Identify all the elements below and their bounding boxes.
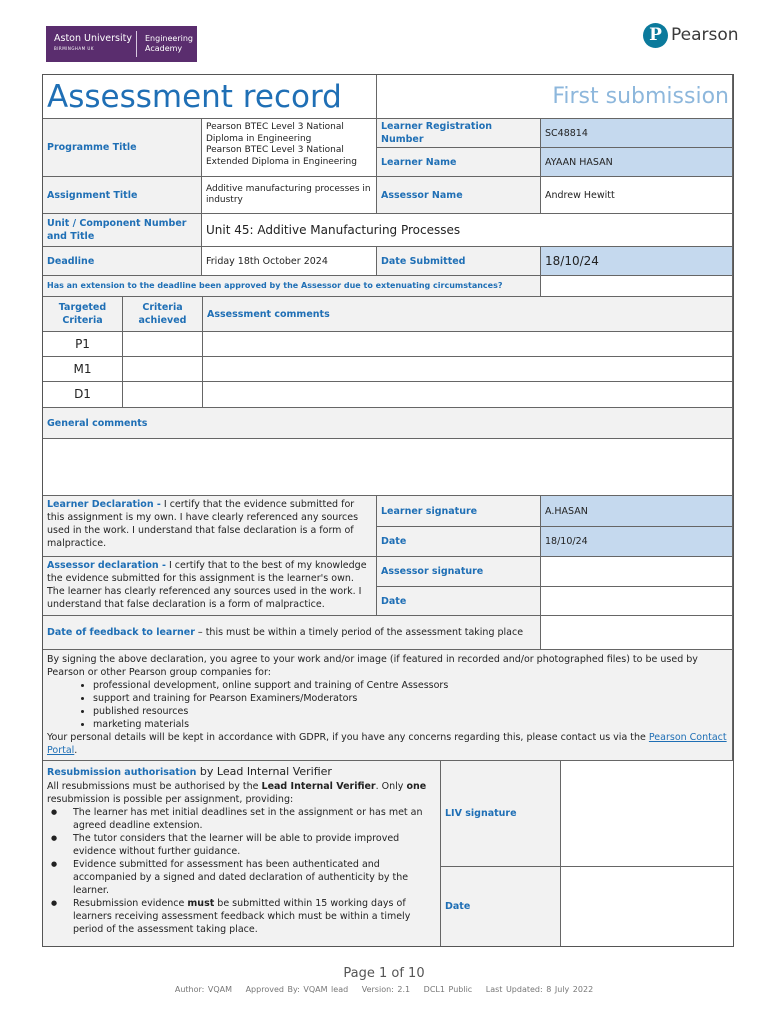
assignment-title-label: Assignment Title (43, 177, 202, 214)
unit-value[interactable]: Unit 45: Additive Manufacturing Processes (202, 214, 733, 247)
assessment-record-form (42, 74, 734, 947)
feedback-date-label: Date of feedback to learner – this must be within a timely period of the assessment taking place (43, 616, 541, 650)
feedback-date-value[interactable] (541, 616, 733, 650)
unit-label: Unit / Component Number and Title (43, 214, 202, 247)
criteria-row-m1: M1 (43, 357, 123, 382)
page-number: Page 1 of 10 (343, 966, 425, 981)
assignment-title-value[interactable]: Additive manufacturing processes in industry (202, 177, 377, 214)
general-comments-label: General comments (43, 408, 733, 439)
date-submitted-value[interactable]: 18/10/24 (541, 247, 733, 276)
programme-title-value: Pearson BTEC Level 3 National Diploma in Engineering Pearson BTEC Level 3 National Extended Diploma in Engineering (202, 119, 377, 177)
criteria-row-p1: P1 (43, 332, 123, 357)
liv-date-label: Date (441, 867, 561, 946)
pearson-contact-portal-link[interactable]: Pearson Contact Portal (47, 732, 727, 756)
targeted-criteria-header: Targeted Criteria (43, 297, 123, 332)
learner-name-label: Learner Name (377, 148, 541, 177)
assessment-comments-header: Assessment comments (203, 297, 733, 332)
learner-registration-label: Learner Registration Number (377, 119, 541, 148)
engineering-academy-wordmark: Engineering Academy (145, 34, 193, 53)
date-submitted-label: Date Submitted (377, 247, 541, 276)
pearson-p-icon: P (643, 23, 668, 48)
learner-date-label: Date (377, 527, 541, 557)
criteria-row-d1: D1 (43, 382, 123, 408)
logo-divider (136, 31, 137, 57)
assessor-name-label: Assessor Name (377, 177, 541, 214)
assessor-declaration: Assessor declaration - I certify that to the best of my knowledge the evidence submitted for this assignment is the learner's own. The learner has clearly referenced any sources used in the work. I understand that false declaration is a form of malpractice. (43, 557, 377, 616)
learner-registration-value[interactable]: SC48814 (541, 119, 733, 148)
resubmission-conditions-list (47, 806, 436, 936)
list-item: • published resources (93, 705, 728, 718)
aston-engineering-academy-logo (46, 26, 197, 62)
document-metadata: Author: VQAM Approved By: VQAM lead Version: 2.1 DCL1 Public Last Updated: 8 July 2022 (174, 985, 594, 994)
learner-date-value[interactable]: 18/10/24 (541, 527, 733, 557)
deadline-label: Deadline (43, 247, 202, 276)
criteria-achieved-m1[interactable] (123, 357, 203, 382)
criteria-achieved-p1[interactable] (123, 332, 203, 357)
extension-answer[interactable] (541, 276, 733, 297)
form-title: Assessment record (43, 75, 377, 119)
deadline-value[interactable]: Friday 18th October 2024 (202, 247, 377, 276)
criteria-achieved-header: Criteria achieved (123, 297, 203, 332)
liv-signature-value[interactable] (561, 761, 733, 867)
list-item: ● Evidence submitted for assessment has been authenticated and accompanied by a signed and dated declaration of authenticity by the learner. (73, 858, 436, 897)
assessor-date-label: Date (377, 587, 541, 616)
criteria-achieved-d1[interactable] (123, 382, 203, 408)
liv-date-value[interactable] (561, 867, 733, 946)
gdpr-usage-list (47, 679, 728, 731)
submission-type: First submission (377, 75, 733, 119)
assessor-name-value[interactable]: Andrew Hewitt (541, 177, 733, 214)
assessment-comments-p1[interactable] (203, 332, 733, 357)
assessor-signature-value[interactable] (541, 557, 733, 587)
assessment-comments-d1[interactable] (203, 382, 733, 408)
list-item: ● The tutor considers that the learner will be able to provide improved evidence without further guidance. (73, 832, 436, 858)
list-item: ● The learner has met initial deadlines set in the assignment or has met an agreed deadline extension. (73, 806, 436, 832)
list-item: • marketing materials (93, 718, 728, 731)
learner-signature-value[interactable]: A.HASAN (541, 496, 733, 527)
list-item: • support and training for Pearson Examiners/Moderators (93, 692, 728, 705)
assessor-date-value[interactable] (541, 587, 733, 616)
extension-question: Has an extension to the deadline been approved by the Assessor due to extenuating circumstances? (43, 276, 541, 297)
learner-signature-label: Learner signature (377, 496, 541, 527)
resubmission-authorisation: Resubmission authorisation by Lead Internal Verifier All resubmissions must be authorised by the Lead Internal Verifier. Only one resubmission is possible per assignment, providing: ● The learner has met initial deadlines set in the assignment or has met an agreed deadline extension. ● The tutor considers that the learner will be able to provide improved evidence without further guidance. ● Evidence submitted for assessment has been authenticated and accompanied by a signed and dated declaration of authenticity by the learner. ● Resubmission evidence must be submitted within 15 working days of learners receiving assessment feedback which must be within a timely period of the assessment taking place. (43, 761, 441, 946)
learner-declaration: Learner Declaration - I certify that the evidence submitted for this assignment is my own. I have clearly referenced any sources used in the work. I understand that false declaration is a form of malpractice. (43, 496, 377, 557)
gdpr-notice: By signing the above declaration, you agree to your work and/or image (if featured in recorded and/or photographed files) to be used by Pearson or other Pearson group companies for: • professional development, online support and training of Centre Assessors • support and training for Pearson Examiners/Moderators • published resources • marketing materials Your personal details will be kept in accordance with GDPR, if you have any concerns regarding this, please contact us via the Pearson Contact Portal. (43, 650, 733, 761)
assessor-signature-label: Assessor signature (377, 557, 541, 587)
liv-signature-label: LIV signature (441, 761, 561, 867)
list-item: • professional development, online support and training of Centre Assessors (93, 679, 728, 692)
aston-university-wordmark: Aston University BIRMINGHAM UK (54, 33, 132, 51)
learner-name-value[interactable]: AYAAN HASAN (541, 148, 733, 177)
pearson-logo: P Pearson (643, 22, 739, 48)
assessment-comments-m1[interactable] (203, 357, 733, 382)
general-comments-value[interactable] (43, 439, 733, 496)
list-item: ● Resubmission evidence must be submitted within 15 working days of learners receiving assessment feedback which must be within a timely period of the assessment taking place. (73, 897, 436, 936)
programme-title-label: Programme Title (43, 119, 202, 177)
